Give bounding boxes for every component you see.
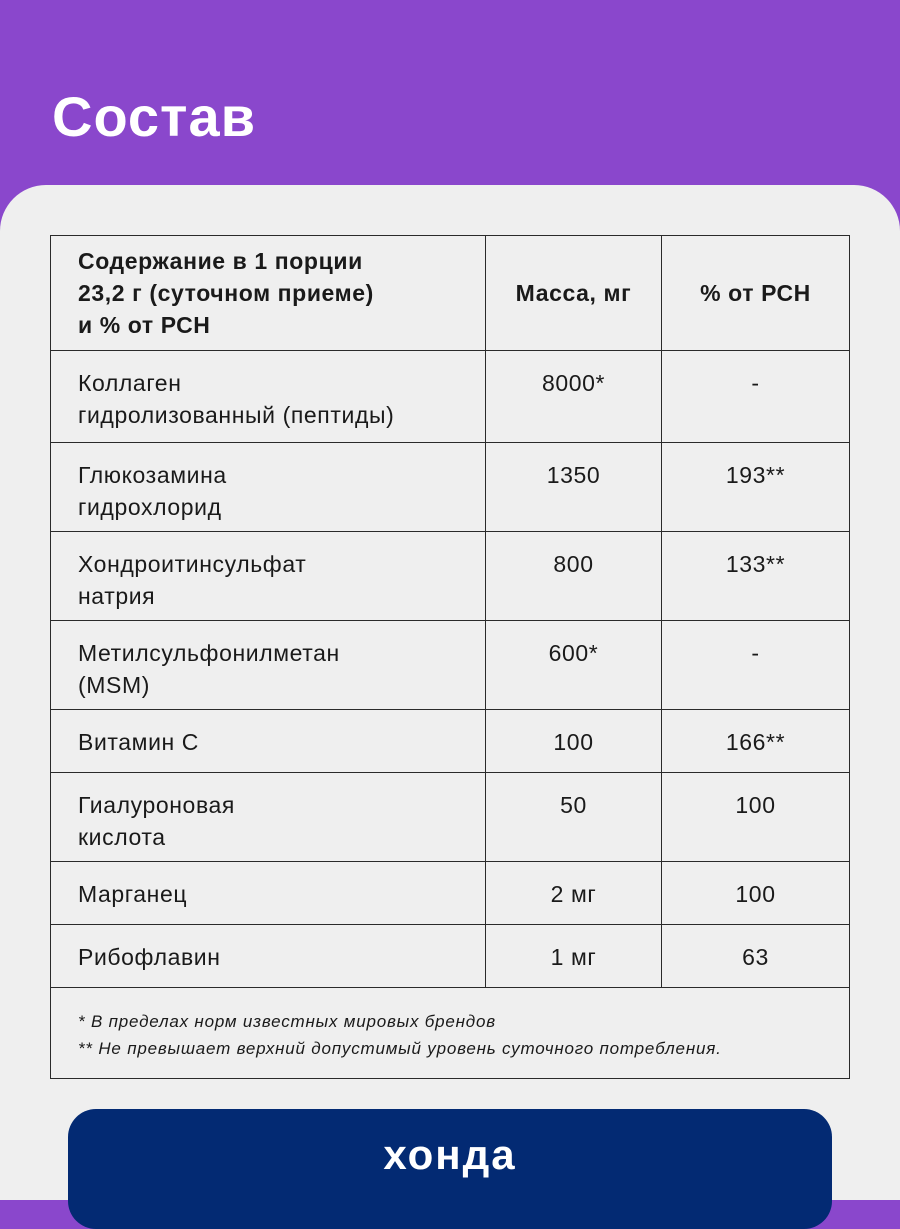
ingredient-rsn: 63 xyxy=(662,925,850,988)
page-title: Состав xyxy=(52,85,257,148)
table-header-row xyxy=(51,236,850,351)
header-serving-content: Содержание в 1 порции 23,2 г (суточном приеме) и % от РСН xyxy=(51,236,486,351)
ingredient-mass: 2 мг xyxy=(486,862,662,925)
ingredient-name: Витамин С xyxy=(51,710,486,773)
ingredient-rsn: 100 xyxy=(662,773,850,862)
ingredient-rsn: 100 xyxy=(662,862,850,925)
ingredient-mass: 800 xyxy=(486,532,662,621)
header-mass: Масса, мг xyxy=(486,236,662,351)
table-row xyxy=(51,443,850,532)
ingredient-mass: 600* xyxy=(486,621,662,710)
header-rsn-percent: % от РСН xyxy=(662,236,850,351)
ingredient-name: Коллаген гидролизованный (пептиды) xyxy=(51,351,486,443)
ingredient-name: Метилсульфонилметан (MSM) xyxy=(51,621,486,710)
ingredient-rsn: - xyxy=(662,621,850,710)
ingredient-rsn: 193** xyxy=(662,443,850,532)
footnote: * В пределах норм известных мировых брендов xyxy=(78,1012,496,1031)
ingredient-mass: 8000* xyxy=(486,351,662,443)
footnotes-row xyxy=(51,988,850,1079)
ingredient-mass: 1350 xyxy=(486,443,662,532)
composition-table xyxy=(50,235,850,1079)
ingredient-mass: 1 мг xyxy=(486,925,662,988)
table-row xyxy=(51,710,850,773)
ingredient-mass: 100 xyxy=(486,710,662,773)
ingredient-name: Гиалуроновая кислота xyxy=(51,773,486,862)
table-row xyxy=(51,351,850,443)
footnotes xyxy=(51,988,850,1079)
ingredient-name: Рибофлавин xyxy=(51,925,486,988)
ingredient-name: Марганец xyxy=(51,862,486,925)
ingredient-rsn: 133** xyxy=(662,532,850,621)
ingredient-mass: 50 xyxy=(486,773,662,862)
table-row xyxy=(51,621,850,710)
table-row xyxy=(51,773,850,862)
brand-bar xyxy=(68,1109,832,1229)
ingredient-rsn: 166** xyxy=(662,710,850,773)
ingredient-name: Хондроитинсульфат натрия xyxy=(51,532,486,621)
content-panel xyxy=(0,185,900,1200)
table-row xyxy=(51,862,850,925)
table-row xyxy=(51,532,850,621)
ingredient-rsn: - xyxy=(662,351,850,443)
footnote: ** Не превышает верхний допустимый уровень суточного потребления. xyxy=(78,1039,722,1058)
header-banner xyxy=(0,0,900,200)
ingredient-name: Глюкозамина гидрохлорид xyxy=(51,443,486,532)
brand-name: хонда xyxy=(383,1131,517,1178)
table-row xyxy=(51,925,850,988)
